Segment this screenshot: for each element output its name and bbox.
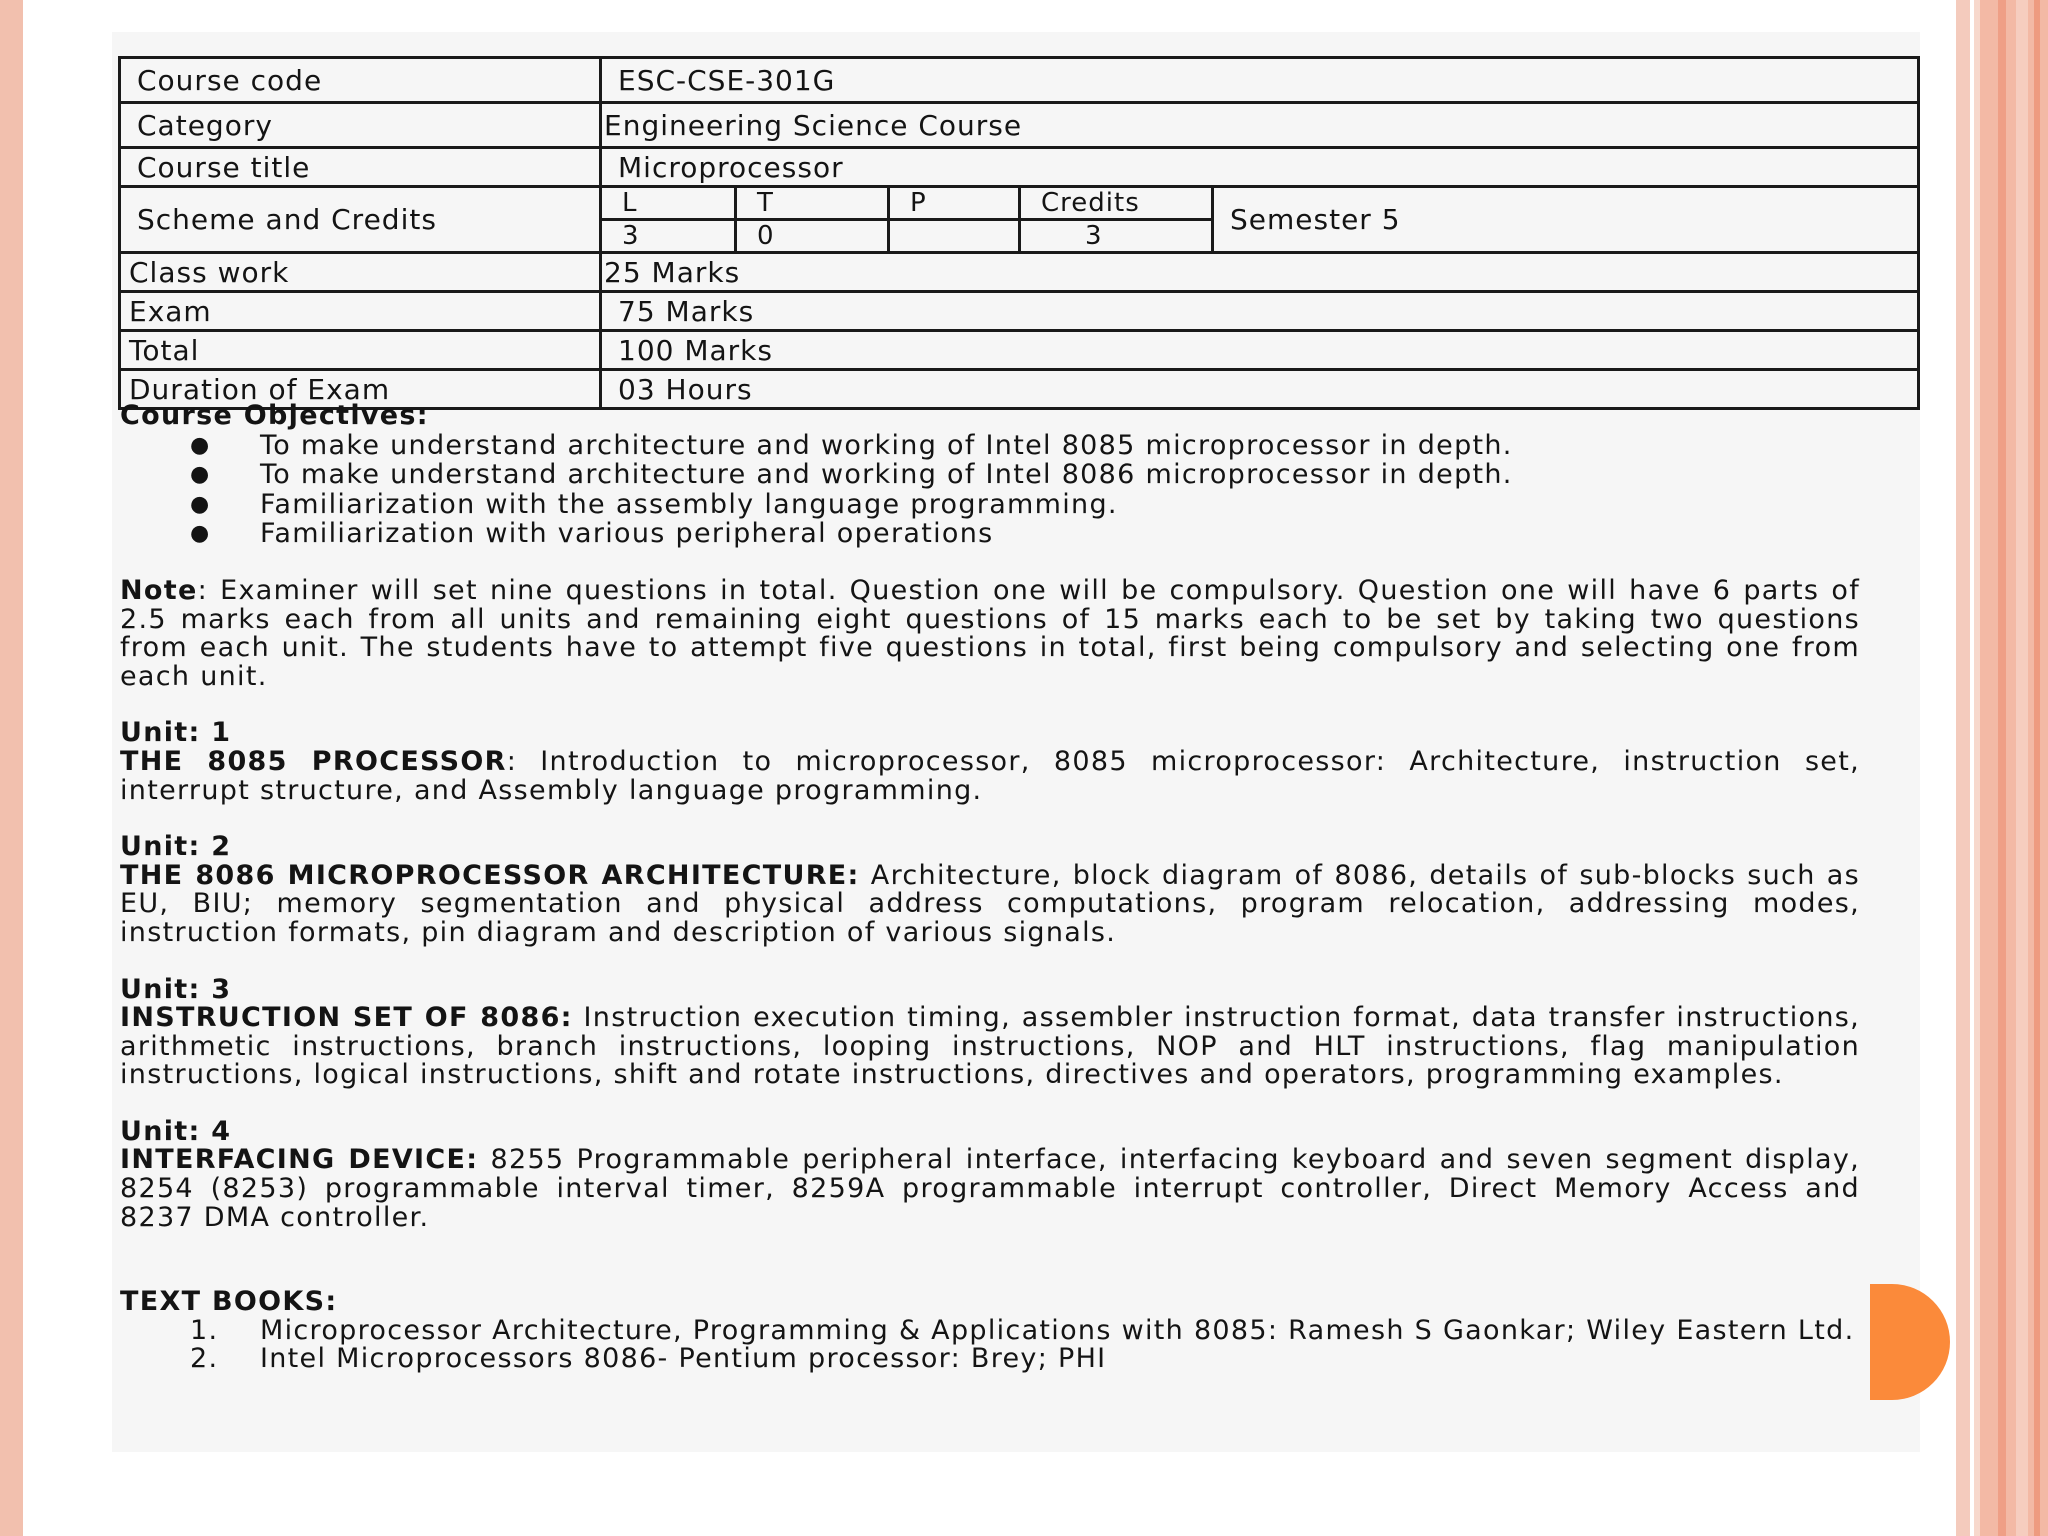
course-title-value: Microprocessor [601,148,1919,187]
scheme-value-t: 0 [736,220,889,253]
exam-label: Exam [120,292,601,331]
category-value: Engineering Science Course [601,103,1919,148]
unit-4-heading: Unit: 4 [120,1115,232,1147]
scheme-value-p [889,220,1020,253]
scheme-value-credits: 3 [1020,220,1213,253]
book-number: 2. [190,1343,219,1375]
left-decor-stripe [0,0,23,1536]
list-item: ● Familiarization with various peripheral operations [120,520,1860,549]
unit-4-content [120,1146,1860,1232]
category-label: Category [120,103,601,148]
list-item [120,1345,1860,1374]
scheme-label: Scheme and Credits [120,187,601,253]
unit-4-text: 8255 Programmable peripheral interface, interfacing keyboard and seven segment display, 8254 (8253) programmable interval timer, 8259A programmable interrupt controller, Direct Memory Access and 8237 DMA controller. [120,1144,1860,1233]
table-row [120,253,1919,292]
unit-1-text: : Introduction to microprocessor, 8085 microprocessor: Architecture, instruction set, interrupt structure, and Assembly language programming. [120,745,1860,806]
unit-2-heading: Unit: 2 [120,831,232,863]
exam-value: 75 Marks [601,292,1919,331]
list-item: ● To make understand architecture and working of Intel 8085 microprocessor in depth. [120,432,1860,461]
syllabus-page [112,32,1920,1452]
unit-3-text: Instruction execution timing, assembler instruction format, data transfer instructions, arithmetic instructions, branch instructions, looping instructions, NOP and HLT instructions, flag manipulation instructions, logical instructions, shift and rotate instructions, directives and operators, programming examples. [120,1002,1860,1091]
right-decor-stripe [1998,0,2006,1536]
book-text: Microprocessor Architecture, Programming & Applications with 8085: Ramesh S Gaonkar; Wiley Eastern Ltd. [260,1314,1855,1346]
objectives-title: Course Objectives: [120,400,429,431]
unit-3-title: INSTRUCTION SET OF 8086: [120,1002,573,1034]
unit-3-heading: Unit: 3 [120,973,232,1005]
class-work-value: 25 Marks [601,253,1919,292]
unit-1-title: THE 8085 PROCESSOR [120,745,507,777]
text-books-title: TEXT BOOKS: [120,1286,338,1318]
unit-2-text: Architecture, block diagram of 8086, details of sub-blocks such as EU, BIU; memory segmentation and physical address computations, program relocation, addressing modes, instruction formats, pin diagram and description of various signals. [120,859,1860,948]
table-row [120,103,1919,148]
book-text: Intel Microprocessors 8086- Pentium processor: Brey; PHI [260,1343,1107,1375]
unit-2-content [120,859,1860,948]
table-row [120,292,1919,331]
course-info-table [118,56,1920,410]
unit-3-content [120,1004,1860,1090]
total-label: Total [120,331,601,370]
duration-value: 03 Hours [601,370,1919,409]
class-work-label: Class work [120,253,601,292]
list-item: ● Familiarization with the assembly language programming. [120,491,1860,520]
unit-2-title: THE 8086 MICROPROCESSOR ARCHITECTURE: [120,859,860,891]
book-number: 1. [190,1314,219,1346]
note-text: : Examiner will set nine questions in total. Question one will be compulsory. Question one will have 6 parts of 2.5 marks each from all units and remaining eight questions of 15 marks each to be set by taking two questions from each unit. The students have to attempt five questions in total, first being compulsory and selecting one from each unit. [120,574,1860,692]
unit-4-title: INTERFACING DEVICE: [120,1144,479,1176]
unit-1-heading: Unit: 1 [120,717,232,749]
text-books-list [120,1314,1860,1375]
exam-note [120,574,1860,692]
course-code-value: ESC-CSE-301G [601,58,1919,103]
total-value: 100 Marks [601,331,1919,370]
unit-1-content [120,745,1860,806]
scheme-header-l: L [601,187,736,220]
semester-value: Semester 5 [1213,187,1919,253]
list-item: ● To make understand architecture and working of Intel 8086 microprocessor in depth. [120,461,1860,490]
right-decor-stripe [2034,0,2040,1536]
right-decor-stripe [1956,0,1970,1536]
table-row [120,187,1919,220]
slide-nav-tab[interactable] [1870,1284,1950,1400]
table-row [120,58,1919,103]
table-row [120,331,1919,370]
course-title-label: Course title [120,148,601,187]
table-row [120,148,1919,187]
scheme-header-p: P [889,187,1020,220]
syllabus-body [120,402,1860,1374]
course-code-label: Course code [120,58,601,103]
scheme-value-l: 3 [601,220,736,253]
list-item [120,1314,1860,1346]
right-decor-stripe [2016,0,2028,1536]
scheme-header-credits: Credits [1020,187,1213,220]
objectives-list [120,429,1860,550]
scheme-header-t: T [736,187,889,220]
duration-label: Duration of Exam [120,370,601,409]
note-label: Note [120,574,198,606]
